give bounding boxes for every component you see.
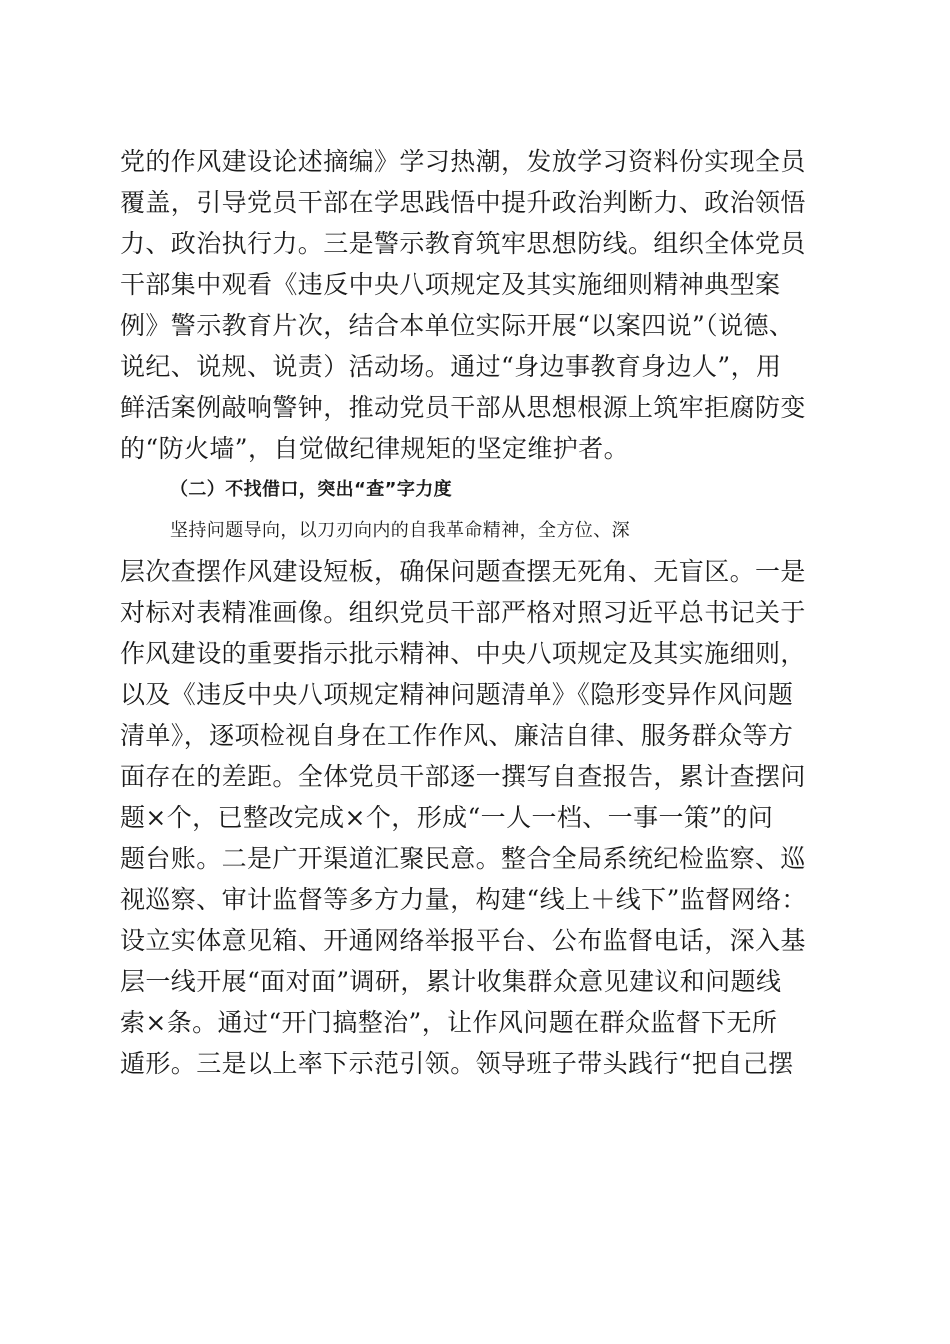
paragraph-line: 清单》，逐项检视自身在工作作风、廉洁自律、服务群众等方	[120, 721, 794, 750]
paragraph-line: 力、政治执行力。三是警示教育筑牢思想防线。组织全体党员	[120, 229, 806, 258]
paragraph-line: 层次查摆作风建设短板，确保问题查摆无死角、无盲区。一是	[120, 557, 806, 586]
paragraph-line: 干部集中观看《违反中央八项规定及其实施细则精神典型案	[120, 270, 781, 299]
paragraph-line: 层一线开展“面对面”调研，累计收集群众意见建议和问题线	[120, 967, 782, 996]
paragraph-line: 面存在的差距。全体党员干部逐一撰写自查报告，累计查摆问	[120, 762, 806, 791]
paragraph-line: 视巡察、审计监督等多方力量，构建“线上＋线下”监督网络：	[120, 885, 807, 914]
paragraph-line: 例》警示教育片次，结合本单位实际开展“以案四说”（说德、	[120, 311, 795, 340]
paragraph-line: 遁形。三是以上率下示范引领。领导班子带头践行“把自己摆	[120, 1049, 794, 1078]
section-heading: （二）不找借口，突出“查”字力度	[170, 479, 453, 500]
paragraph-line: 鲜活案例敲响警钟，推动党员干部从思想根源上筑牢拒腐防变	[120, 393, 806, 422]
paragraph-line: 覆盖，引导党员干部在学思践悟中提升政治判断力、政治领悟	[120, 188, 806, 217]
paragraph-line: 说纪、说规、说责）活动场。通过“身边事教育身边人”，用	[120, 352, 782, 381]
paragraph-line: 题台账。二是广开渠道汇聚民意。整合全局系统纪检监察、巡	[120, 844, 806, 873]
paragraph-line: 党的作风建设论述摘编》学习热潮，发放学习资料份实现全员	[120, 147, 806, 176]
paragraph-line: 以及《违反中央八项规定精神问题清单》《隐形变异作风问题	[120, 680, 794, 709]
paragraph-line: 设立实体意见箱、开通网络举报平台、公布监督电话，深入基	[120, 926, 806, 955]
paragraph-line: 坚持问题导向，以刀刃向内的自我革命精神，全方位、深	[170, 520, 630, 541]
paragraph-line: 作风建设的重要指示批示精神、中央八项规定及其实施细则，	[120, 639, 806, 668]
paragraph-line: 对标对表精准画像。组织党员干部严格对照习近平总书记关于	[120, 598, 806, 627]
paragraph-line: 索×条。通过“开门搞整治”，让作风问题在群众监督下无所	[120, 1008, 778, 1037]
paragraph-line: 题×个，已整改完成×个，形成“一人一档、一事一策”的问	[120, 803, 774, 832]
paragraph-line: 的“防火墙”，自觉做纪律规矩的坚定维护者。	[120, 434, 629, 463]
